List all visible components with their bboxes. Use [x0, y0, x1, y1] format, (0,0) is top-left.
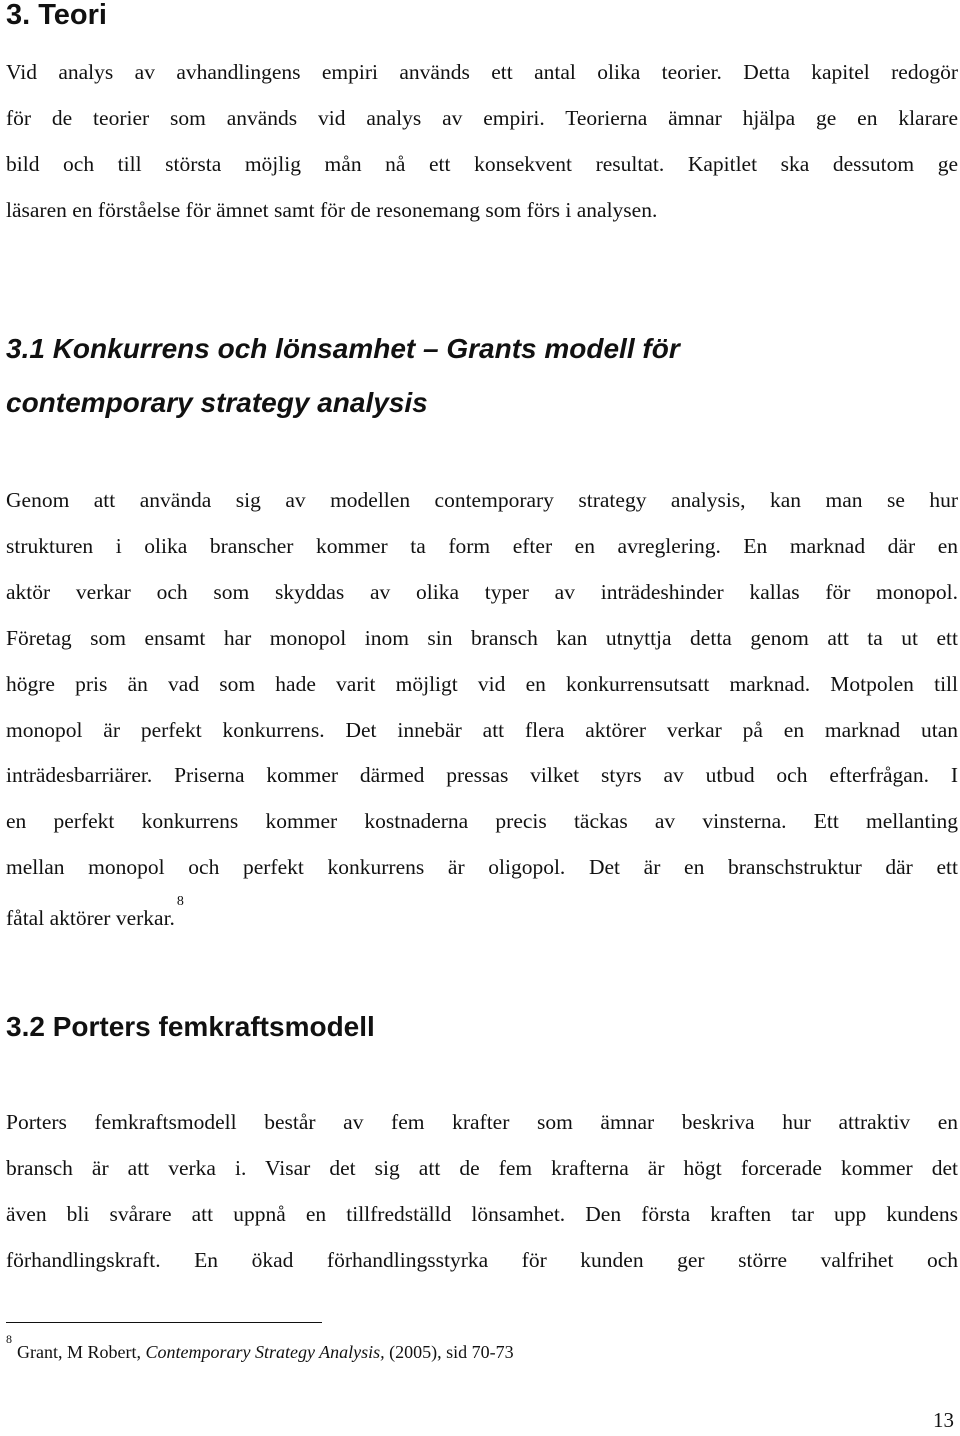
text-line: Företag som ensamt har monopol inom sin bransch kan utnyttja detta genom att ta ut ett	[6, 625, 958, 650]
chapter-heading: 3. Teori	[6, 0, 107, 31]
text-line: monopol är perfekt konkurrens. Det innebär att flera aktörer verkar på en marknad utan	[6, 717, 958, 742]
text-line	[6, 891, 958, 942]
text-line: Genom att använda sig av modellen contemporary strategy analysis, kan man se hur	[6, 488, 958, 512]
footnote	[6, 1333, 514, 1366]
footnote-reference[interactable]: 8	[176, 894, 184, 910]
text-line: Vid analys av avhandlingens empiri används ett antal olika teorier. Detta kapitel redogör	[6, 60, 958, 84]
text-line: högre pris än vad som hade varit möjligt vid en konkurrensutsatt marknad. Motpolen till	[6, 671, 958, 696]
page-number: 13	[933, 1408, 954, 1432]
section-1-paragraph	[6, 478, 958, 942]
footnote-details: (2005), sid 70-73	[384, 1342, 514, 1362]
text-line: en perfekt konkurrens kommer kostnaderna precis täckas av vinsterna. Ett mellanting	[6, 809, 958, 834]
text-line: bild och till största möjlig mån nå ett konsekvent resultat. Kapitlet ska dessutom ge	[6, 151, 958, 176]
text-line: läsaren en förståelse för ämnet samt för de resonemang som förs i analysen.	[6, 197, 658, 222]
text-line: även bli svårare att uppnå en tillfredställd lönsamhet. Den första kraften tar upp kundens	[6, 1201, 958, 1226]
text-line: Porters femkraftsmodell består av fem krafter som ämnar beskriva hur attraktiv en	[6, 1110, 958, 1134]
text-line-content: fåtal aktörer verkar.	[6, 906, 175, 931]
footnote-divider	[6, 1322, 322, 1323]
footnote-author: Grant, M Robert,	[17, 1342, 146, 1362]
section-1-heading-line-1: 3.1 Konkurrens och lönsamhet – Grants modell för	[6, 333, 680, 364]
text-line: aktör verkar och som skyddas av olika typer av inträdeshinder kallas för monopol.	[6, 579, 958, 604]
footnote-title: Contemporary Strategy Analysis,	[145, 1342, 385, 1362]
text-line: mellan monopol och perfekt konkurrens är oligopol. Det är en branschstruktur där ett	[6, 855, 958, 880]
text-line: bransch är att verka i. Visar det sig att de fem krafterna är högt forcerade kommer det	[6, 1155, 958, 1180]
text-line: inträdesbarriärer. Priserna kommer därmed pressas vilket styrs av utbud och efterfrågan. I	[6, 763, 958, 788]
section-1-heading-line-2: contemporary strategy analysis	[6, 387, 428, 418]
section-2-paragraph	[6, 1100, 958, 1284]
section-2-heading: 3.2 Porters femkraftsmodell	[6, 1011, 375, 1042]
text-line: strukturen i olika branscher kommer ta form efter en avreglering. En marknad där en	[6, 533, 958, 558]
text-line: för de teorier som används vid analys av empiri. Teorierna ämnar hjälpa ge en klarare	[6, 105, 958, 130]
text-line: förhandlingskraft. En ökad förhandlingsstyrka för kunden ger större valfrihet och	[6, 1247, 958, 1272]
intro-paragraph	[6, 50, 958, 234]
footnote-number: 8	[6, 1332, 12, 1346]
